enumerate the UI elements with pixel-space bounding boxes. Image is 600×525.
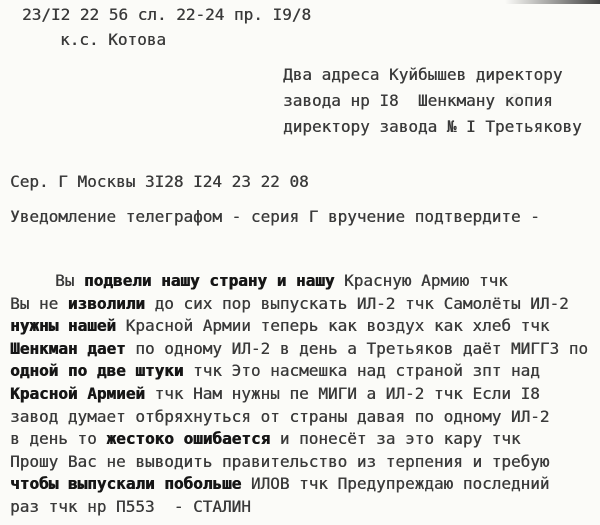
body-text-segment: Прошу Вас не выводить правительство из терпения и требую	[10, 451, 550, 471]
body-text-segment: подвели нашу страну и нашу	[83, 271, 335, 290]
body-line	[10, 496, 588, 519]
body-line	[10, 428, 588, 451]
body-text-segment: тчк Нам нужны пе МИГИ а ИЛ-2 тчк Если I8	[144, 383, 540, 403]
telegram-body	[10, 270, 588, 519]
body-text-segment: завод думает отбряхнуться от страны давая по одному ИЛ-2	[10, 406, 550, 426]
body-line	[10, 406, 588, 429]
body-text-segment: тчк Это насмешка над страной зпт над	[183, 361, 540, 381]
body-text-segment: нужны нашей	[10, 316, 116, 336]
body-line	[10, 338, 588, 361]
body-text-segment: чтобы выпускали побольше	[10, 474, 242, 494]
body-text-segment: одной по две штуки	[10, 361, 184, 381]
address-line: Два адреса Куйбышев директору	[283, 65, 563, 84]
address-line: завода нр I8 Шенкману копия	[283, 91, 553, 110]
address-block	[283, 62, 582, 140]
notice-line: Уведомление телеграфом - серия Г вручение подтвердите -	[10, 207, 540, 226]
header-operator-line: к.с. Котова	[60, 30, 166, 49]
body-text-segment: в день то	[10, 429, 107, 449]
body-text-segment: ИЛОВ тчк Предупреждаю последний	[241, 474, 550, 494]
body-text-segment: Шенкман дает	[10, 338, 126, 358]
body-text-segment: изволили	[67, 293, 145, 313]
body-text-segment: по одному ИЛ-2 в день а Третьяков даёт МИГГ3 по	[125, 338, 588, 358]
body-line	[10, 451, 588, 474]
body-line	[10, 383, 588, 406]
header-datetime-line: 23/I2 22 56 сл. 22-24 пр. I9/8	[22, 5, 311, 24]
body-line	[10, 293, 588, 316]
body-text-segment: раз тчк нр П553 - СТАЛИН	[10, 496, 251, 516]
body-line	[10, 270, 588, 293]
scan-edge-artifact	[505, 0, 600, 4]
body-text-segment: жестоко ошибается	[106, 429, 271, 449]
body-text-segment: Красной Армии теперь как воздух как хлеб тчк	[115, 316, 550, 336]
body-text-segment: Вы	[55, 271, 84, 290]
body-line	[10, 360, 588, 383]
address-line: директору завода № I Третьякову	[283, 117, 582, 136]
body-line	[10, 315, 588, 338]
serial-line: Сер. Г Москвы 3I28 I24 23 22 08	[10, 172, 309, 191]
body-text-segment: и понесёт за это кару тчк	[270, 429, 521, 449]
body-text-segment: Красную Армию тчк	[334, 271, 508, 290]
body-text-segment: до сих пор выпускать ИЛ-2 тчк Самолёты ИЛ-2	[144, 293, 569, 313]
body-text-segment: Вы не	[10, 293, 68, 313]
body-text-segment: Красной Армией	[10, 383, 145, 403]
body-line	[10, 473, 588, 496]
